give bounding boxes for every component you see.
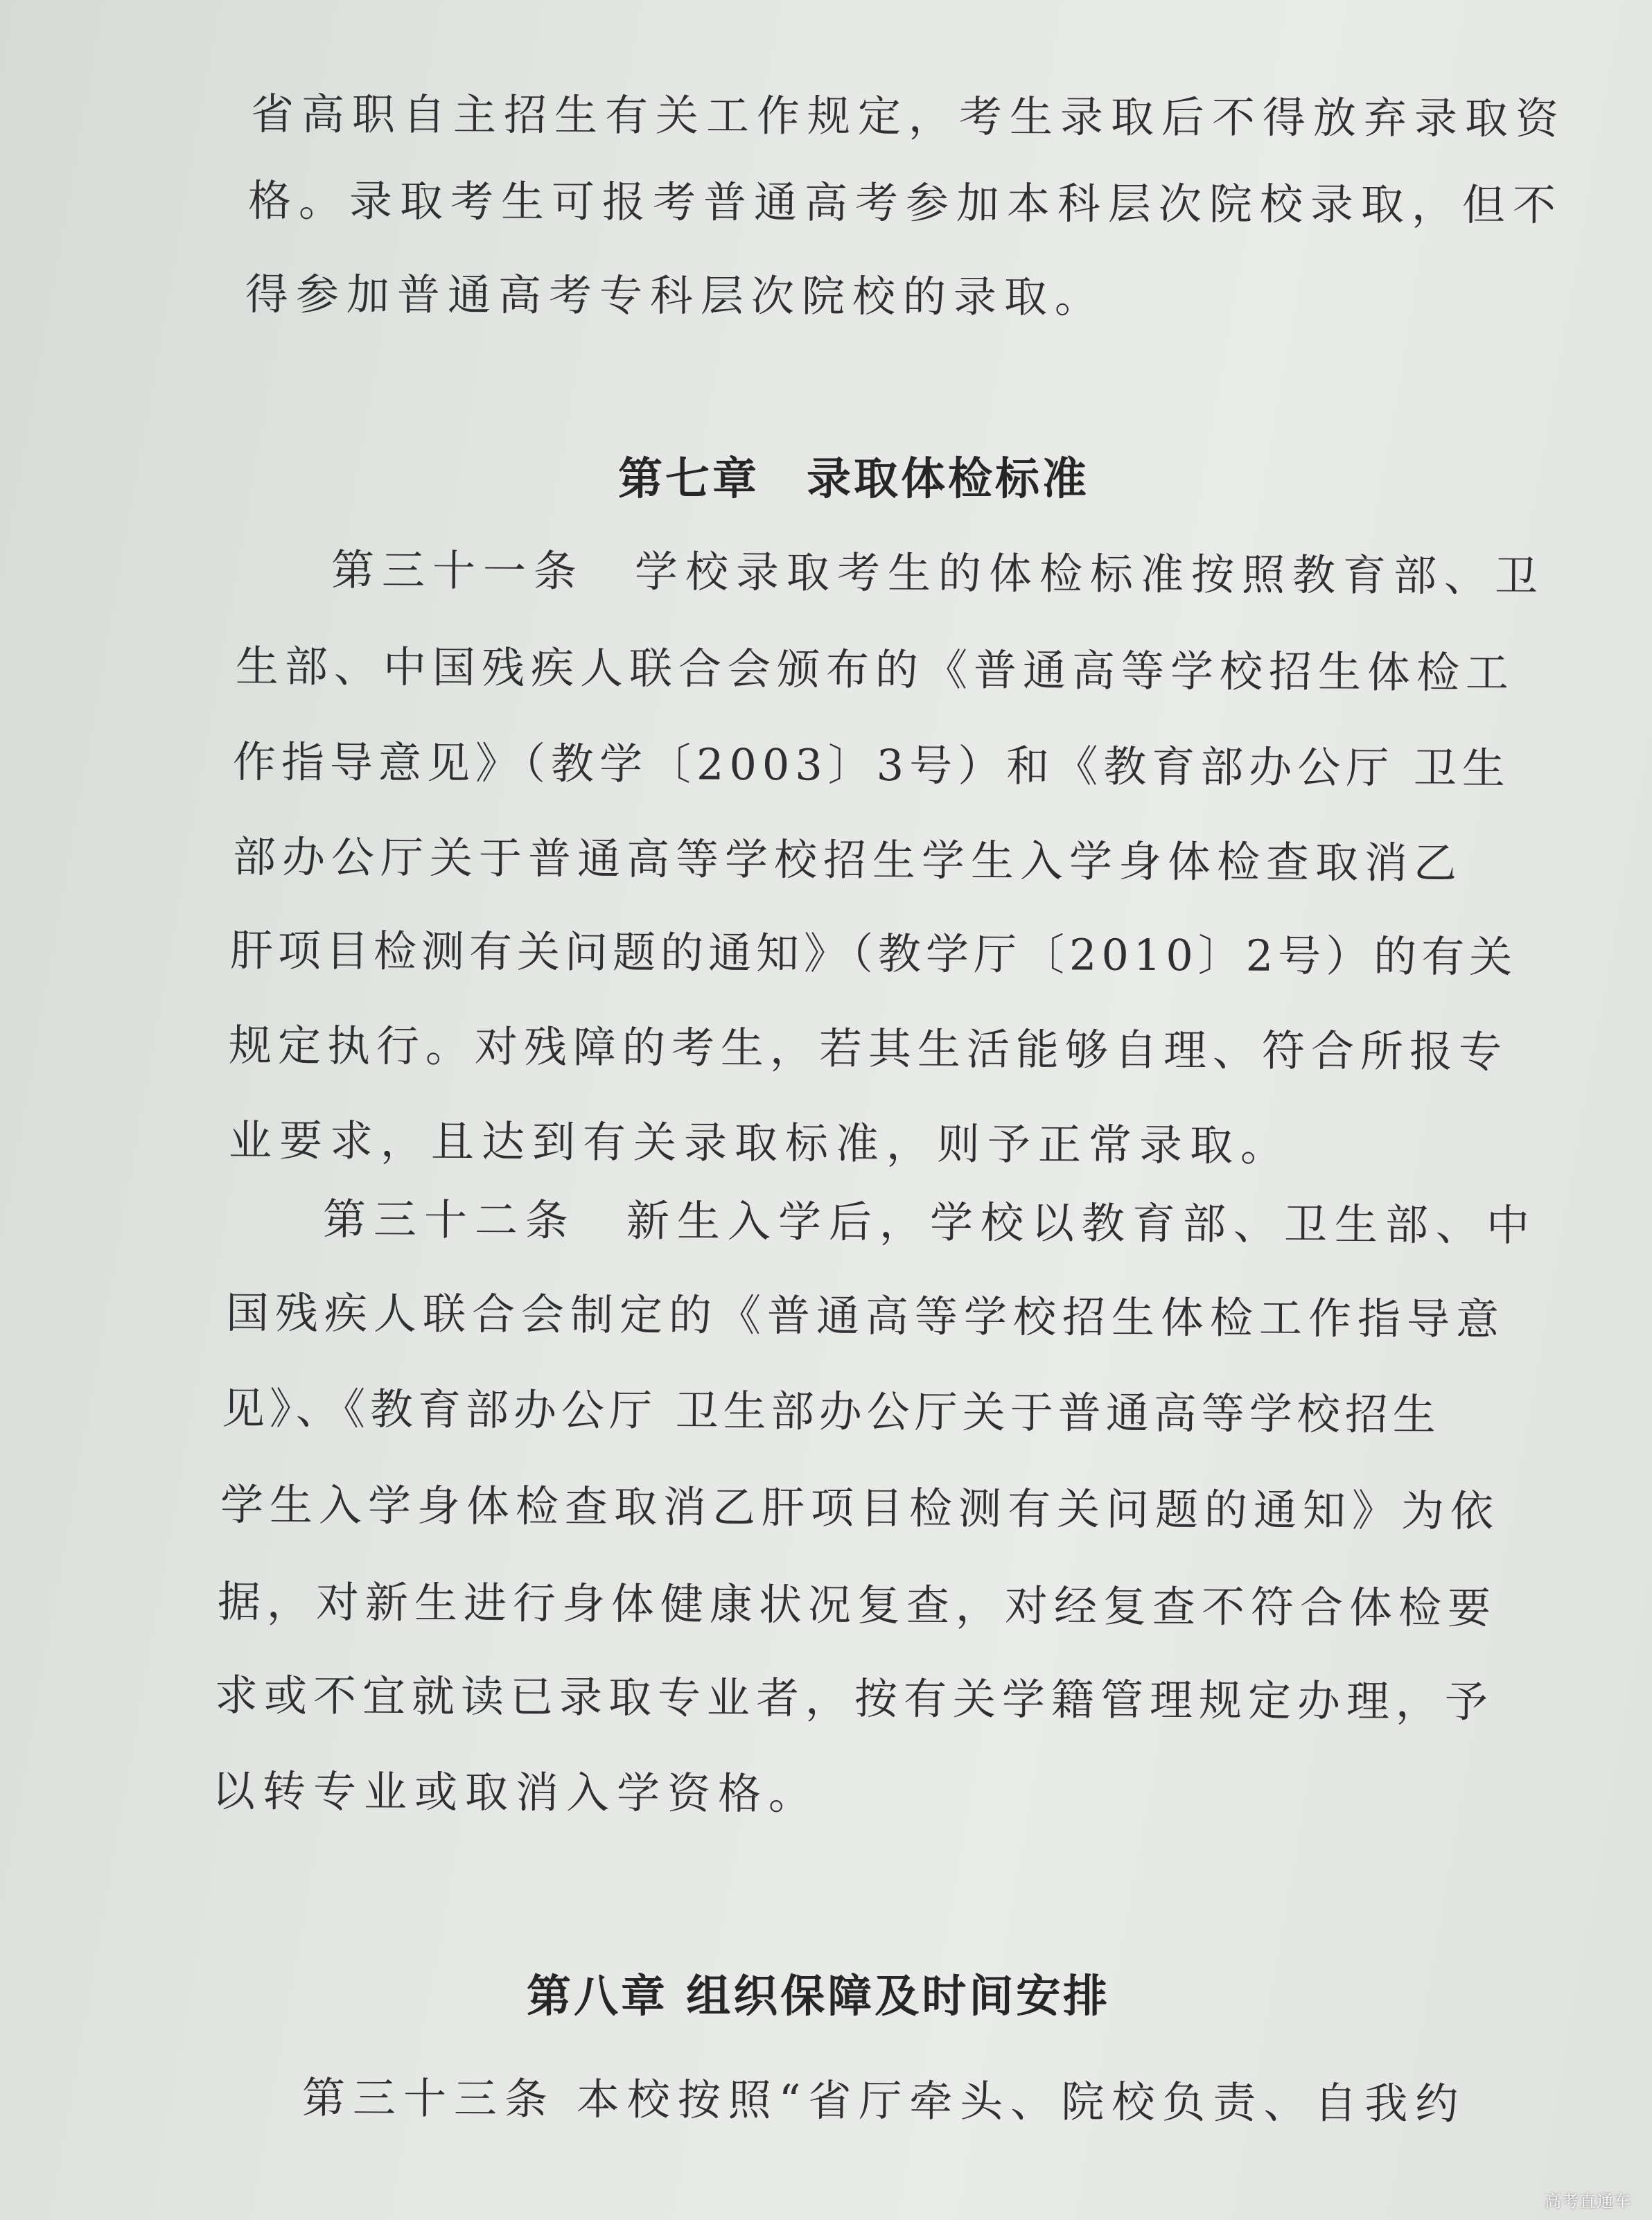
article-32-line-6: 求或不宜就读已录取专业者，按有关学籍管理规定办理，予 <box>214 1670 1495 1727</box>
article-31-line-3: 作指导意见》（教学〔2003〕3号）和《教育部办公厅 卫生 <box>232 737 1511 794</box>
watermark-text: 高考直通车 <box>1545 2192 1631 2211</box>
article-31-line-1: 第三十一条 学校录取考生的体检标准按照教育部、卫 <box>331 545 1546 602</box>
article-32-line-5: 据，对新生进行身体健康状况复查，对经复查不符合体检要 <box>217 1576 1497 1634</box>
article-32-line-4: 学生入学身体检查取消乙肝项目检测有关问题的通知》为依 <box>220 1479 1500 1537</box>
article-31-line-7: 业要求，且达到有关录取标准，则予正常录取。 <box>228 1115 1292 1172</box>
article-32-line-1: 第三十二条 新生入学后，学校以教育部、卫生部、中 <box>322 1194 1538 1251</box>
article-32-line-7: 以转专业或取消入学资格。 <box>211 1765 820 1820</box>
article-32-line-2: 国残疾人联合会制定的《普通高等学校招生体检工作指导意 <box>225 1287 1506 1345</box>
article-33-line-1: 第三十三条 本校按照“省厅牵头、院校负责、自我约 <box>301 2072 1466 2129</box>
intro-line-1: 省高职自主招生有关工作规定，考生录取后不得放弃录取资 <box>250 89 1567 144</box>
article-31-line-4: 部办公厅关于普通高等学校招生学生入学身体检查取消乙 <box>232 831 1464 889</box>
article-32-line-3: 见》、《教育部办公厅 卫生部办公厅关于普通高等学校招生 <box>221 1383 1441 1441</box>
chapter-8-title: 第八章 组织保障及时间安排 <box>527 1971 1111 2023</box>
chapter-7-title: 第七章 录取体检标准 <box>618 454 1089 505</box>
article-31-line-2: 生部、中国残疾人联合会颁布的《普通高等学校招生体检工 <box>235 641 1515 698</box>
article-31-line-5: 肝项目检测有关问题的通知》（教学厅〔2010〕2号）的有关 <box>229 925 1518 983</box>
intro-line-2: 格。录取考生可报考普通高考参加本科层次院校录取，但不 <box>247 175 1564 231</box>
intro-line-3: 得参加普通高考专科层次院校的录取。 <box>245 269 1106 323</box>
article-31-line-6: 规定执行。对残障的考生，若其生活能够自理、符合所报专 <box>228 1020 1509 1077</box>
